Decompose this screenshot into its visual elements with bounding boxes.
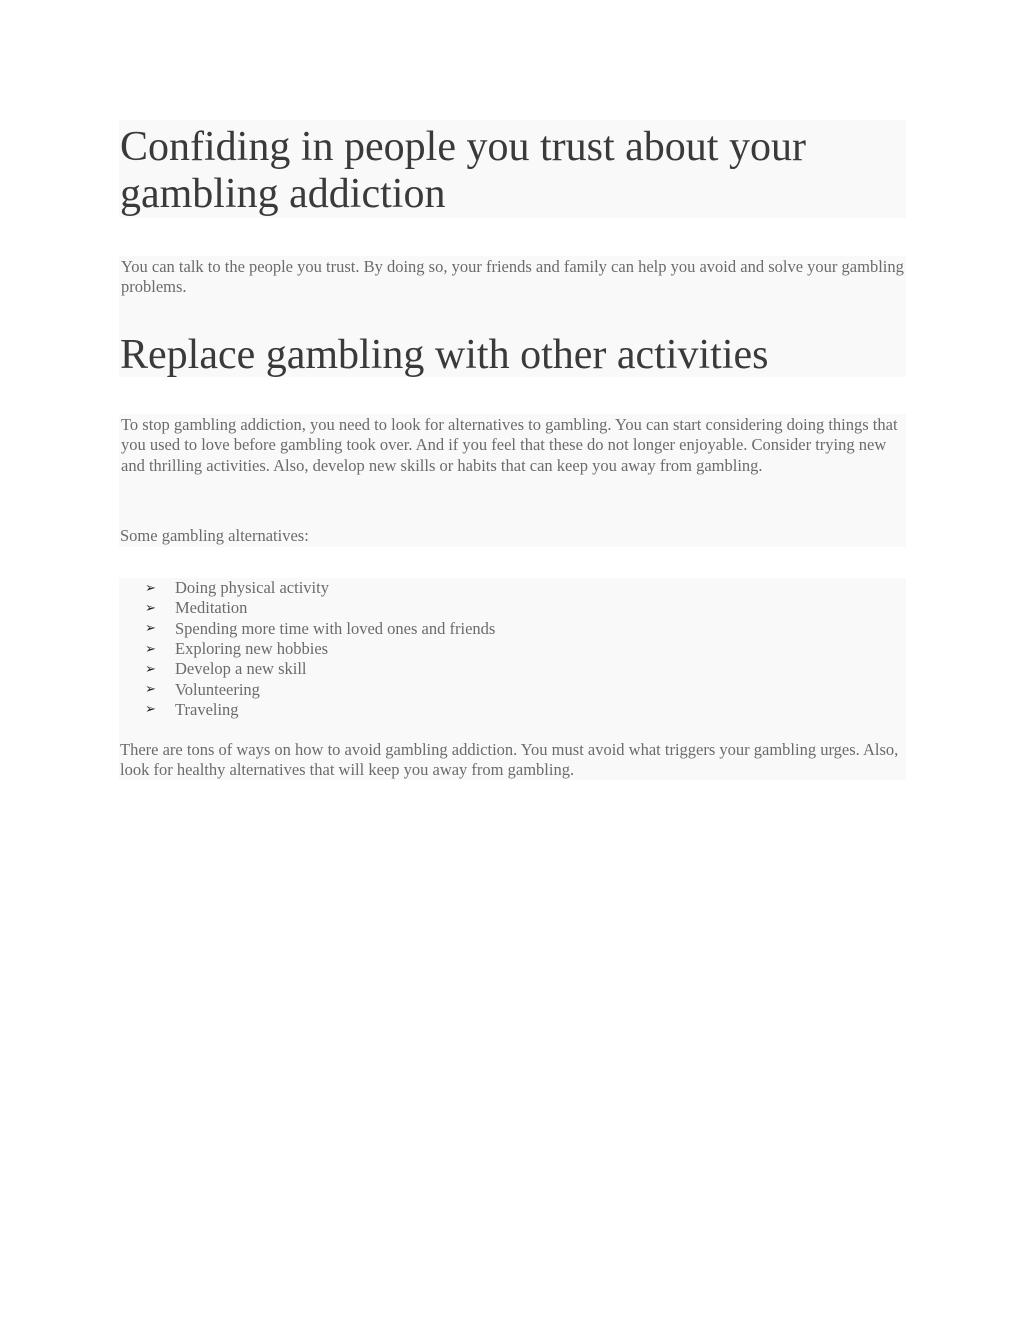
arrowhead-bullet-icon: ➢ — [145, 661, 156, 677]
arrowhead-bullet-icon: ➢ — [145, 641, 156, 657]
section-heading-confiding: Confiding in people you trust about your gambling addiction — [120, 124, 806, 217]
arrowhead-bullet-icon: ➢ — [145, 600, 156, 616]
section-body-block — [119, 256, 906, 377]
list-item: ➢ Meditation — [145, 598, 248, 618]
list-item: ➢ Volunteering — [145, 679, 260, 699]
list-item: ➢ Doing physical activity — [145, 578, 329, 598]
arrowhead-bullet-icon: ➢ — [145, 702, 156, 718]
list-item: ➢ Traveling — [145, 699, 239, 719]
arrowhead-bullet-icon: ➢ — [145, 682, 156, 698]
alternatives-list — [145, 578, 495, 720]
list-item: ➢ Spending more time with loved ones and friends — [145, 618, 496, 638]
closing-paragraph: There are tons of ways on how to avoid gambling addiction. You must avoid what triggers your gambling urges. Also, look for healthy alternatives that will keep you away from gambling. — [120, 740, 899, 780]
paragraph-confiding: You can talk to the people you trust. By doing so, your friends and family can help you avoid and solve your gambling problems. — [121, 257, 904, 297]
section-heading-replace: Replace gambling with other activities — [120, 332, 769, 378]
section-heading-block — [119, 120, 906, 218]
list-intro: Some gambling alternatives: — [120, 526, 309, 545]
list-item: ➢ Develop a new skill — [145, 659, 307, 679]
arrowhead-bullet-icon: ➢ — [145, 580, 156, 596]
alternatives-block — [119, 578, 906, 780]
paragraph-replace: To stop gambling addiction, you need to look for alternatives to gambling. You can start considering doing things that you used to love before gambling took over. And if you feel that these do not longer enjoyable. Consider trying new and thrilling activities. Also, develop new skills or habits that can keep you away from gambling. — [121, 415, 898, 475]
list-item: ➢ Exploring new hobbies — [145, 639, 329, 659]
section-body-block — [119, 414, 906, 547]
arrowhead-bullet-icon: ➢ — [145, 621, 156, 637]
